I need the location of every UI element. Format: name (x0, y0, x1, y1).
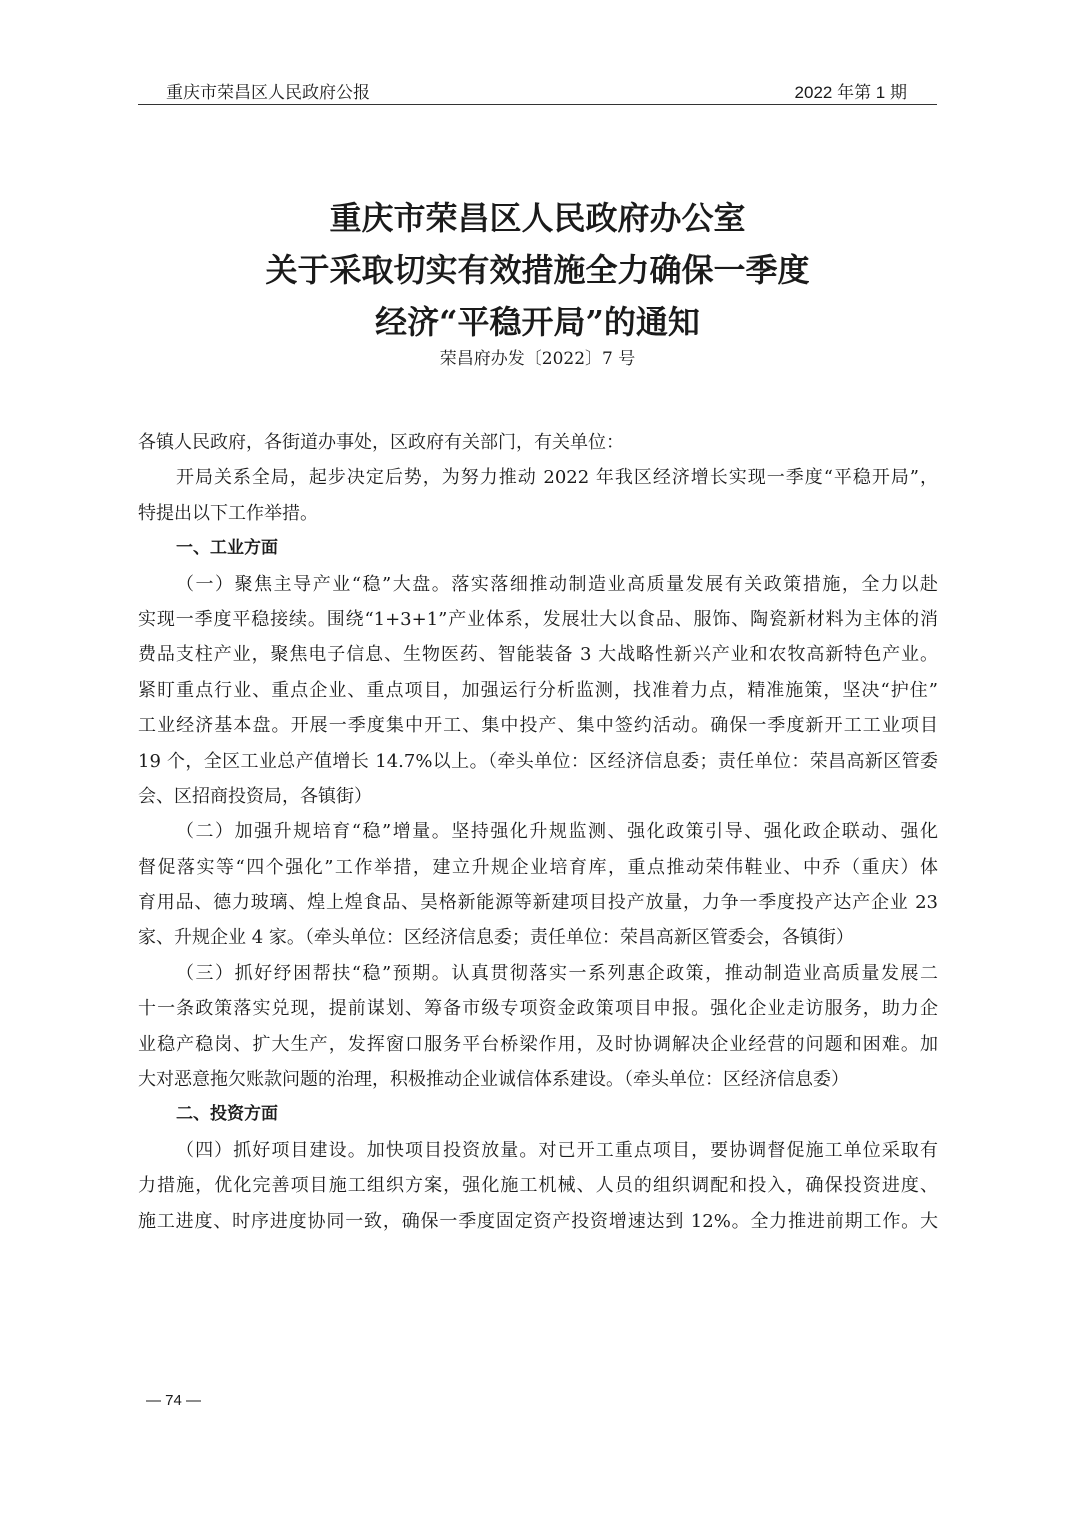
text-line: （二）加强升规培育“稳”增量。坚持强化升规监测、强化政策引导、强化政企联动、强化 (176, 821, 938, 843)
document-body (138, 425, 938, 1239)
publication-name: 重庆市荣昌区人民政府公报 (166, 83, 370, 103)
text-line: 费品支柱产业，聚焦电子信息、生物医药、智能装备 3 大战略性新兴产业和农牧高新特色产业。 (138, 644, 938, 666)
text-line: 实现一季度平稳接续。围绕“1+3+1”产业体系，发展壮大以食品、服饰、陶瓷新材料为主体的消 (138, 608, 938, 630)
section-heading: 一、工业方面 (176, 538, 278, 559)
text-line: 19 个，全区工业总产值增长 14.7%以上。（牵头单位：区经济信息委；责任单位：荣昌高新区管委 (138, 750, 938, 772)
page-number: — 74 — (146, 1392, 202, 1409)
text-line: 会、区招商投资局，各镇街） (138, 785, 372, 807)
text-line: 业稳产稳岗、扩大生产，发挥窗口服务平台桥梁作用，及时协调解决企业经营的问题和困难。加 (138, 1033, 938, 1055)
title-line: 重庆市荣昌区人民政府办公室 (329, 199, 746, 237)
text-line: 紧盯重点行业、重点企业、重点项目，加强运行分析监测，找准着力点，精准施策，坚决“护住” (138, 679, 938, 701)
section-heading: 二、投资方面 (176, 1104, 278, 1125)
text-line: 施工进度、时序进度协同一致，确保一季度固定资产投资增速达到 12%。全力推进前期工作。大 (138, 1210, 938, 1232)
text-line: （一）聚焦主导产业“稳”大盘。落实落细推动制造业高质量发展有关政策措施，全力以赴 (176, 573, 938, 595)
text-line: 家、升规企业 4 家。（牵头单位：区经济信息委；责任单位：荣昌高新区管委会，各镇街） (138, 927, 854, 949)
text-line: （三）抓好纾困帮扶“稳”预期。认真贯彻落实一系列惠企政策，推动制造业高质量发展二 (176, 962, 938, 984)
text-line: 大对恶意拖欠账款问题的治理，积极推动企业诚信体系建设。（牵头单位：区经济信息委） (138, 1069, 849, 1091)
document-title (138, 192, 937, 348)
text-line: 十一条政策落实兑现，提前谋划、筹备市级专项资金政策项目申报。强化企业走访服务，助力企 (138, 998, 938, 1020)
title-line: 经济“平稳开局”的通知 (375, 303, 700, 341)
text-line: 特提出以下工作举措。 (138, 502, 318, 524)
title-line: 关于采取切实有效措施全力确保一季度 (265, 251, 810, 289)
text-line: 督促落实等“四个强化”工作举措，建立升规企业培育库，重点推动荣伟鞋业、中乔（重庆）体 (138, 856, 938, 878)
document-number: 荣昌府办发〔2022〕7 号 (439, 349, 636, 369)
text-line: （四）抓好项目建设。加快项目投资放量。对已开工重点项目，要协调督促施工单位采取有 (176, 1139, 938, 1161)
text-line: 开局关系全局，起步决定后势，为努力推动 2022 年我区经济增长实现一季度“平稳开局”， (176, 467, 938, 489)
issue-number: 2022 年第 1 期 (794, 83, 907, 102)
text-line: 力措施，优化完善项目施工组织方案，强化施工机械、人员的组织调配和投入，确保投资进度、 (138, 1175, 938, 1197)
text-line: 育用品、德力玻璃、煌上煌食品、昊格新能源等新建项目投产放量，力争一季度投产达产企业 23 (138, 892, 938, 914)
page-header (138, 76, 937, 105)
salutation: 各镇人民政府，各街道办事处，区政府有关部门，有关单位： (138, 432, 624, 453)
text-line: 工业经济基本盘。开展一季度集中开工、集中投产、集中签约活动。确保一季度新开工工业项目 (138, 715, 938, 737)
